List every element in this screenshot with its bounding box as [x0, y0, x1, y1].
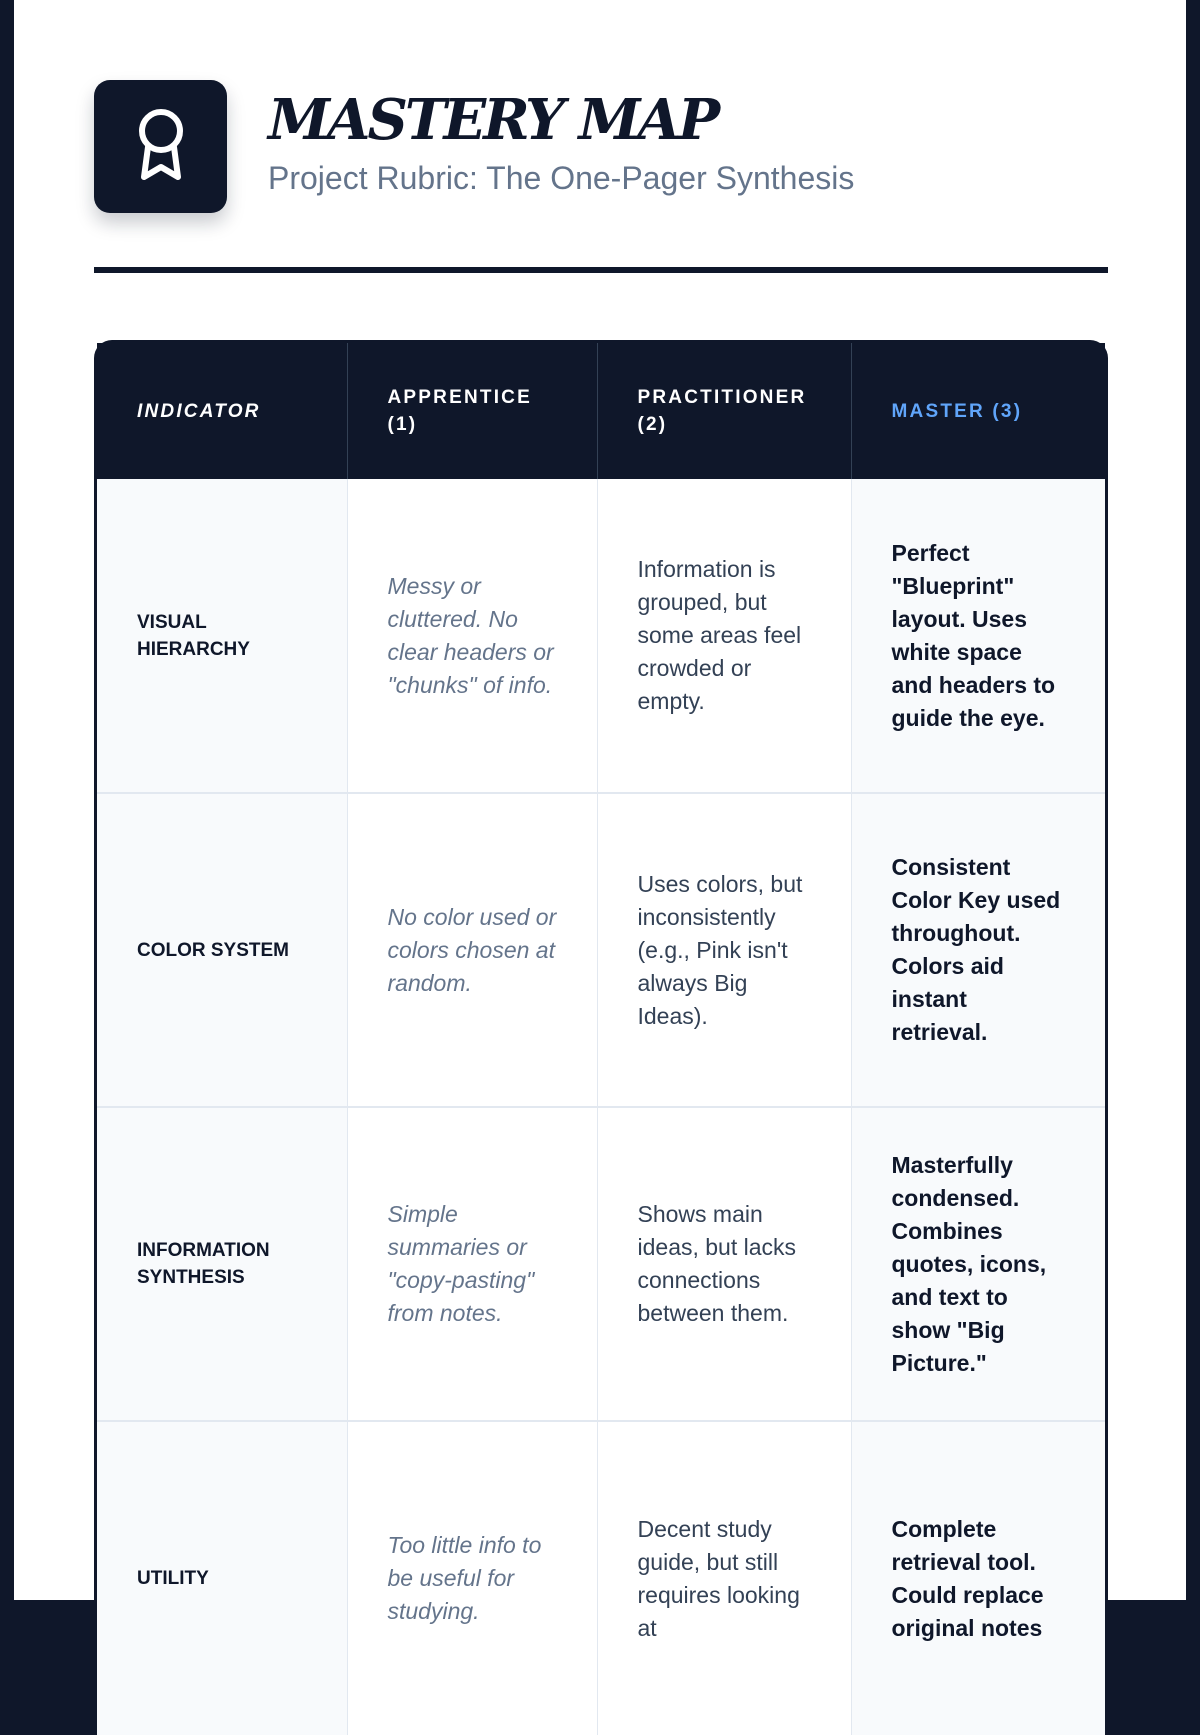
- rubric-table: [94, 340, 1108, 1735]
- apprentice-cell: No color used or colors chosen at random.: [347, 793, 597, 1107]
- practitioner-cell: Uses colors, but inconsistently (e.g., Pink isn't always Big Ideas).: [597, 793, 851, 1107]
- apprentice-cell: Too little info to be useful for studying.: [347, 1421, 597, 1735]
- header-apprentice: APPRENTICE (1): [347, 343, 597, 479]
- master-cell: Masterfully condensed. Combines quotes, icons, and text to show "Big Picture.": [851, 1107, 1105, 1421]
- header-master: MASTER (3): [851, 343, 1105, 479]
- page-title: MASTERY MAP: [268, 87, 718, 153]
- rubric-header-row: [97, 343, 1105, 479]
- table-row: [97, 1421, 1105, 1735]
- practitioner-cell: Information is grouped, but some areas feel crowded or empty.: [597, 479, 851, 793]
- practitioner-cell: Decent study guide, but still requires looking at: [597, 1421, 851, 1735]
- apprentice-cell: Messy or cluttered. No clear headers or "chunks" of info.: [347, 479, 597, 793]
- header-indicator: INDICATOR: [97, 343, 347, 479]
- indicator-cell: INFORMATION SYNTHESIS: [97, 1107, 347, 1421]
- master-cell: Perfect "Blueprint" layout. Uses white space and headers to guide the eye.: [851, 479, 1105, 793]
- table-row: [97, 793, 1105, 1107]
- header-practitioner: PRACTITIONER (2): [597, 343, 851, 479]
- page-subtitle: Project Rubric: The One-Pager Synthesis: [268, 160, 855, 196]
- logo-badge: [94, 80, 227, 213]
- apprentice-cell: Simple summaries or "copy-pasting" from notes.: [347, 1107, 597, 1421]
- header-divider: [94, 267, 1108, 273]
- indicator-cell: UTILITY: [97, 1421, 347, 1735]
- indicator-cell: VISUAL HIERARCHY: [97, 479, 347, 793]
- header: [94, 80, 1108, 215]
- page: [14, 0, 1186, 1641]
- master-cell: Consistent Color Key used throughout. Colors aid instant retrieval.: [851, 793, 1105, 1107]
- award-ribbon-icon: [133, 107, 189, 187]
- table-row: [97, 1107, 1105, 1421]
- indicator-cell: COLOR SYSTEM: [97, 793, 347, 1107]
- master-cell: Complete retrieval tool. Could replace original notes: [851, 1421, 1105, 1735]
- table-row: [97, 479, 1105, 793]
- practitioner-cell: Shows main ideas, but lacks connections between them.: [597, 1107, 851, 1421]
